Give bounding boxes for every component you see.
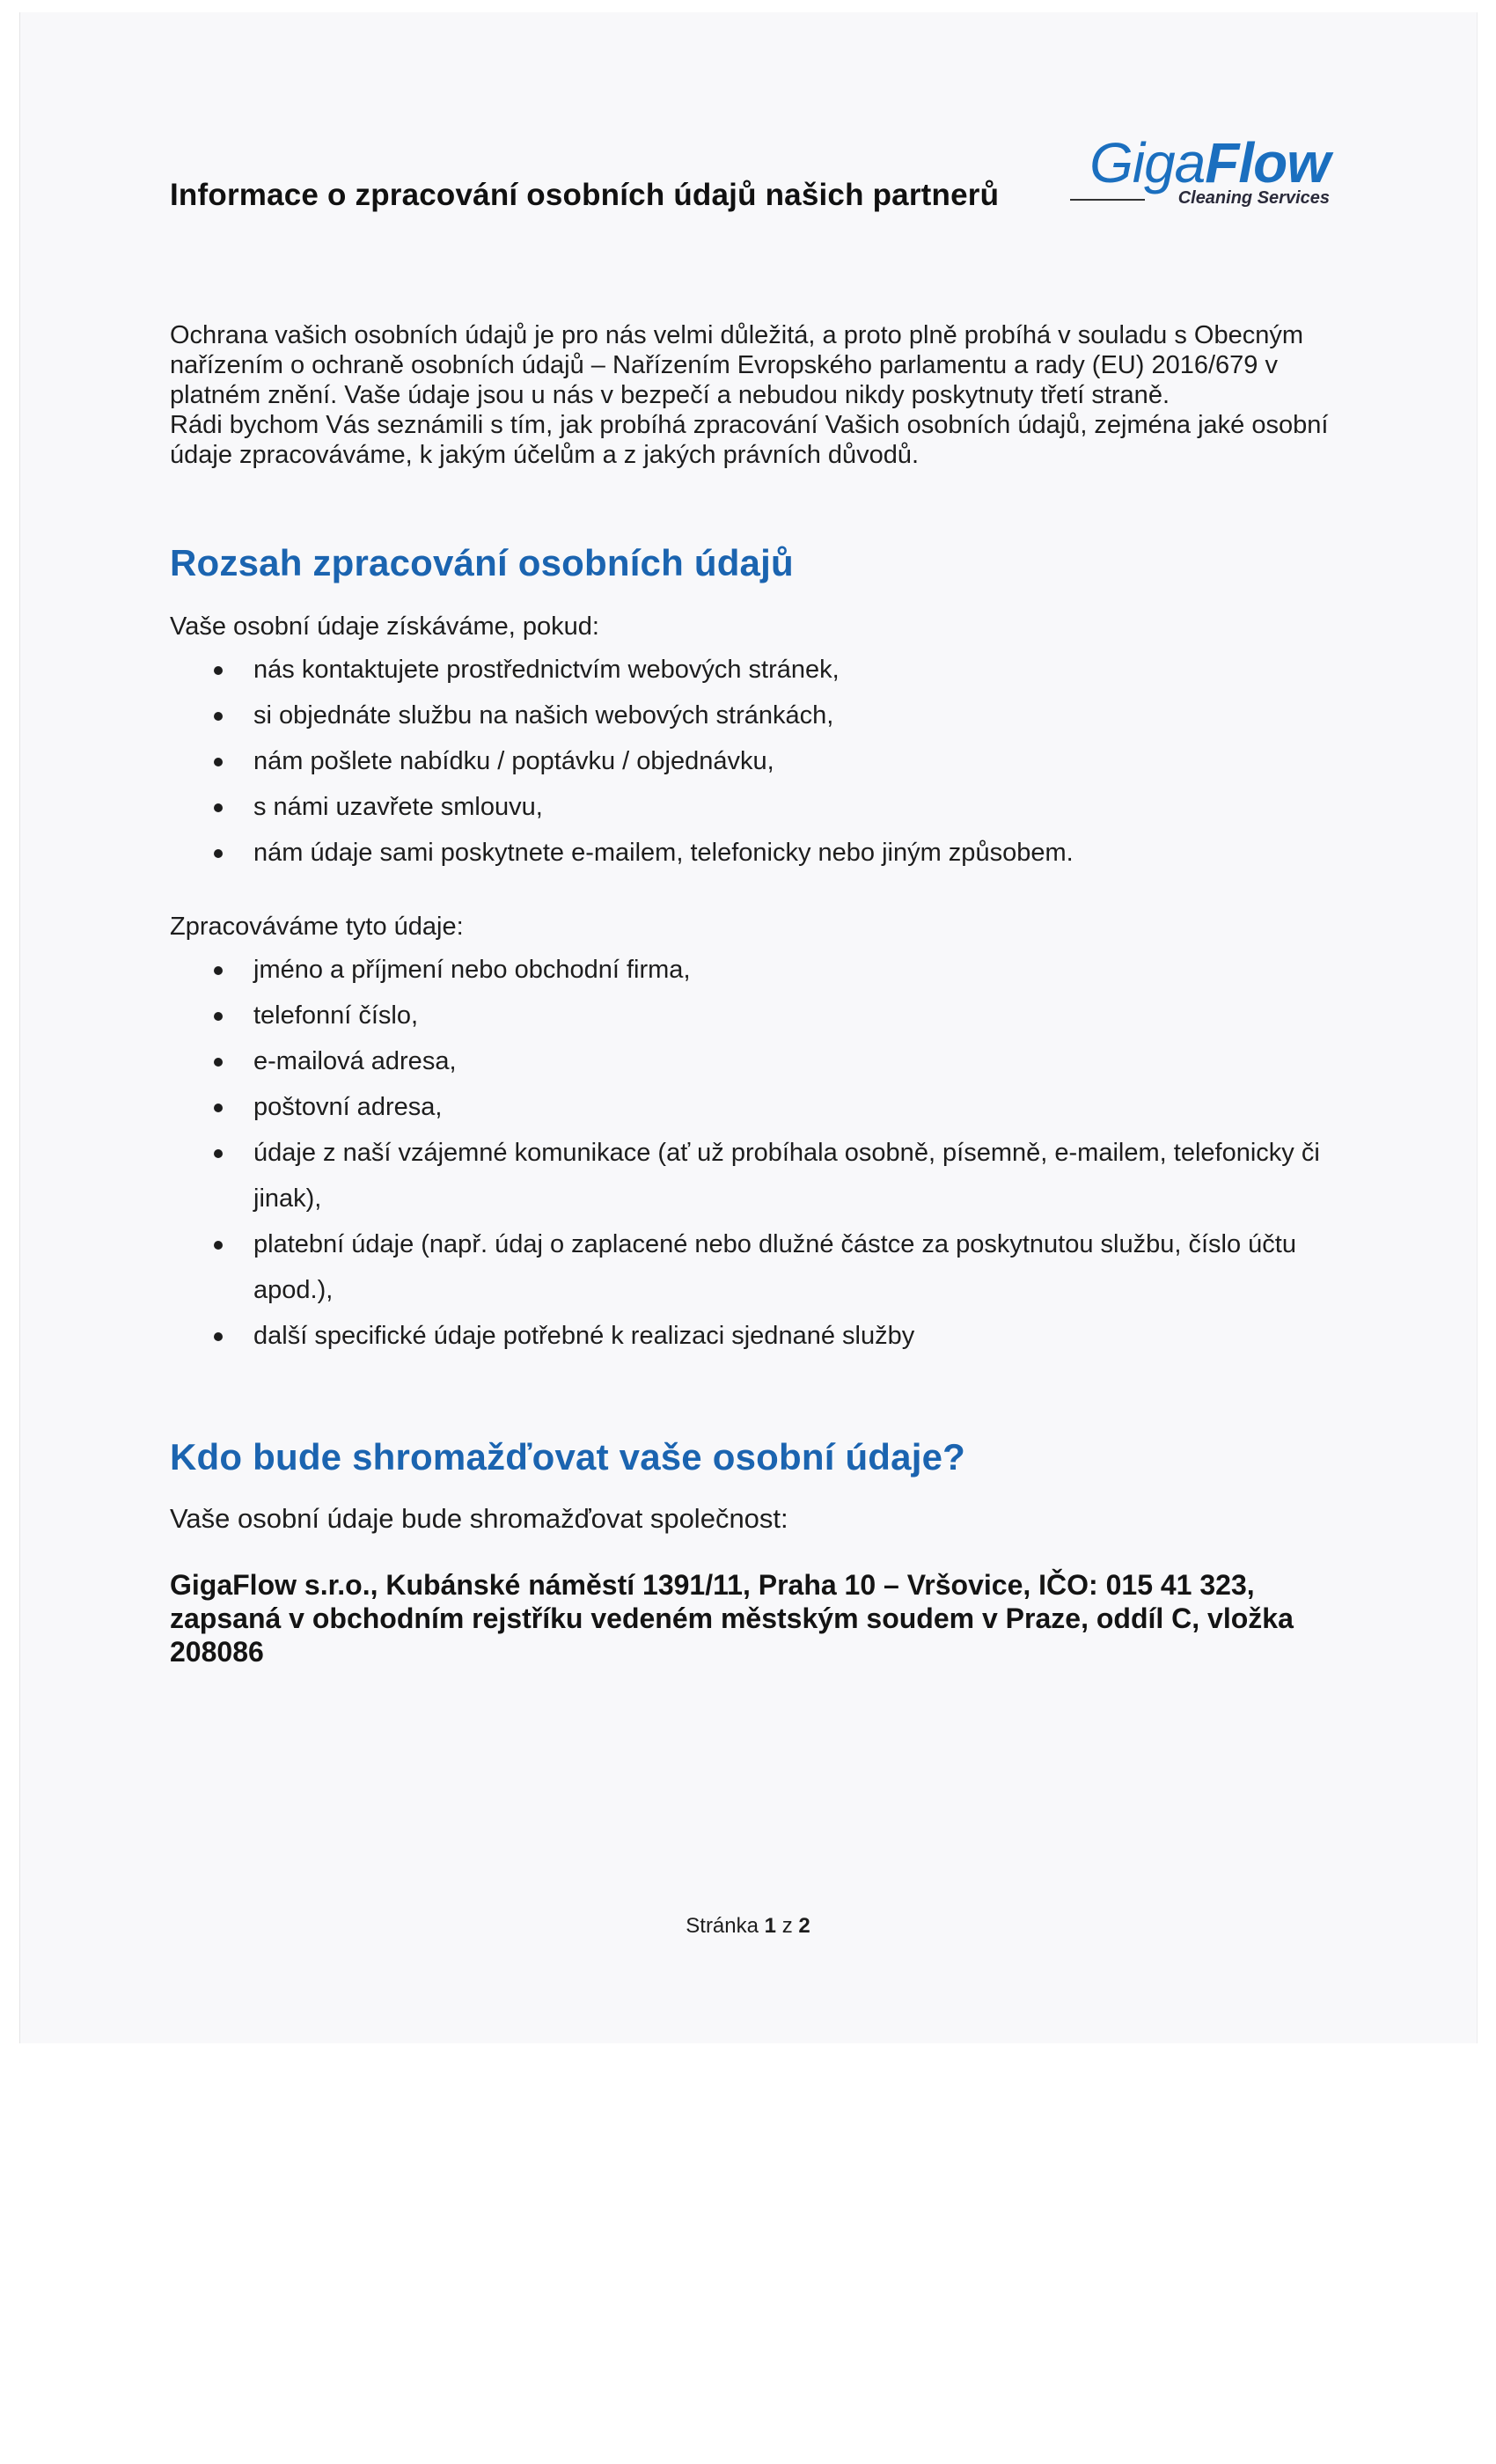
bullet-icon: [214, 1332, 223, 1341]
logo-name-light: Giga: [1089, 131, 1206, 194]
list-item-text: další specifické údaje potřebné k realizaci sjednané služby: [253, 1322, 915, 1350]
section-heading-controller: Kdo bude shromažďovat vaše osobní údaje?: [170, 1436, 966, 1478]
company-details: GigaFlow s.r.o., Kubánské náměstí 1391/11, Praha 10 – Vršovice, IČO: 015 41 323, zapsaná v obchodním rejstříku vedeném městským soudem v Praze, oddíl C, vložka 208086: [170, 1569, 1294, 1668]
list-item: [170, 647, 1340, 693]
logo-wordmark: [1089, 130, 1330, 195]
list-item-text: údaje z naší vzájemné komunikace (ať už probíhala osobně, písemně, e-mailem, telefonicky či jinak),: [253, 1139, 1320, 1213]
intro-paragraph: Ochrana vašich osobních údajů je pro nás velmi důležitá, a proto plně probíhá v souladu s Obecným nařízením o ochraně osobních údajů – Nařízením Evropského parlamentu a rady (EU) 2016/679 v platném znění. Vaše údaje jsou u nás v bezpečí a nebudou nikdy poskytnuty třetí straně.: [170, 321, 1304, 409]
list-item-text: si objednáte službu na našich webových stránkách,: [253, 701, 834, 730]
list-item: [170, 693, 1340, 738]
list-item: [170, 830, 1340, 876]
bullet-icon: [214, 1149, 223, 1158]
list-item-text: telefonní číslo,: [253, 1001, 418, 1030]
obtain-list: [170, 647, 1340, 876]
list-item: [170, 1130, 1340, 1221]
bullet-icon: [214, 966, 223, 975]
page-footer: [0, 1914, 1496, 1939]
list-item-text: s námi uzavřete smlouvu,: [253, 793, 543, 821]
process-lead: Zpracováváme tyto údaje:: [170, 913, 464, 941]
bullet-icon: [214, 758, 223, 766]
list-item: [170, 1313, 1340, 1359]
intro-section: [170, 320, 1340, 470]
list-item: [170, 1221, 1340, 1313]
page-number-label: Stránka: [686, 1914, 759, 1938]
list-item: [170, 947, 1340, 993]
controller-lead: Vaše osobní údaje bude shromažďovat společnost:: [170, 1503, 788, 1534]
list-item-text: jméno a příjmení nebo obchodní firma,: [253, 956, 691, 984]
page-title: Informace o zpracování osobních údajů našich partnerů: [170, 178, 1000, 212]
list-item-text: nás kontaktujete prostřednictvím webových stránek,: [253, 656, 840, 684]
bullet-icon: [214, 666, 223, 675]
logo-subtitle: Cleaning Services: [1177, 188, 1330, 208]
list-item-text: nám údaje sami poskytnete e-mailem, telefonicky nebo jiným způsobem.: [253, 839, 1074, 867]
bullet-icon: [214, 1012, 223, 1021]
list-item: [170, 738, 1340, 784]
list-item-text: platební údaje (např. údaj o zaplacené nebo dlužné částce za poskytnutou službu, číslo účtu apod.),: [253, 1230, 1296, 1304]
bullet-icon: [214, 1058, 223, 1067]
intro-paragraph: Rádi bychom Vás seznámili s tím, jak probíhá zpracování Vašich osobních údajů, zejména jaké osobní údaje zpracováváme, k jakým účelům a z jakých právních důvodů.: [170, 411, 1329, 469]
process-list: [170, 947, 1340, 1359]
list-item-text: e-mailová adresa,: [253, 1047, 457, 1075]
page-separator: z: [781, 1914, 793, 1938]
document-header: [170, 130, 1331, 218]
list-item: [170, 1084, 1340, 1130]
list-item-text: poštovní adresa,: [253, 1093, 443, 1121]
list-item: [170, 1038, 1340, 1084]
obtain-lead: Vaše osobní údaje získáváme, pokud:: [170, 612, 599, 641]
bullet-icon: [214, 712, 223, 721]
page-total: 2: [798, 1914, 810, 1938]
document-body: [170, 320, 1340, 1668]
bullet-icon: [214, 803, 223, 812]
bullet-icon: [214, 849, 223, 858]
section-heading-scope: Rozsah zpracování osobních údajů: [170, 542, 794, 583]
page-current: 1: [764, 1914, 777, 1938]
logo-name-bold: Flow: [1205, 131, 1330, 194]
list-item: [170, 993, 1340, 1038]
list-item: [170, 784, 1340, 830]
bullet-icon: [214, 1241, 223, 1250]
brand-logo: [1070, 130, 1331, 218]
list-item-text: nám pošlete nabídku / poptávku / objednávku,: [253, 747, 774, 775]
logo-divider: [1070, 199, 1145, 201]
bullet-icon: [214, 1104, 223, 1112]
